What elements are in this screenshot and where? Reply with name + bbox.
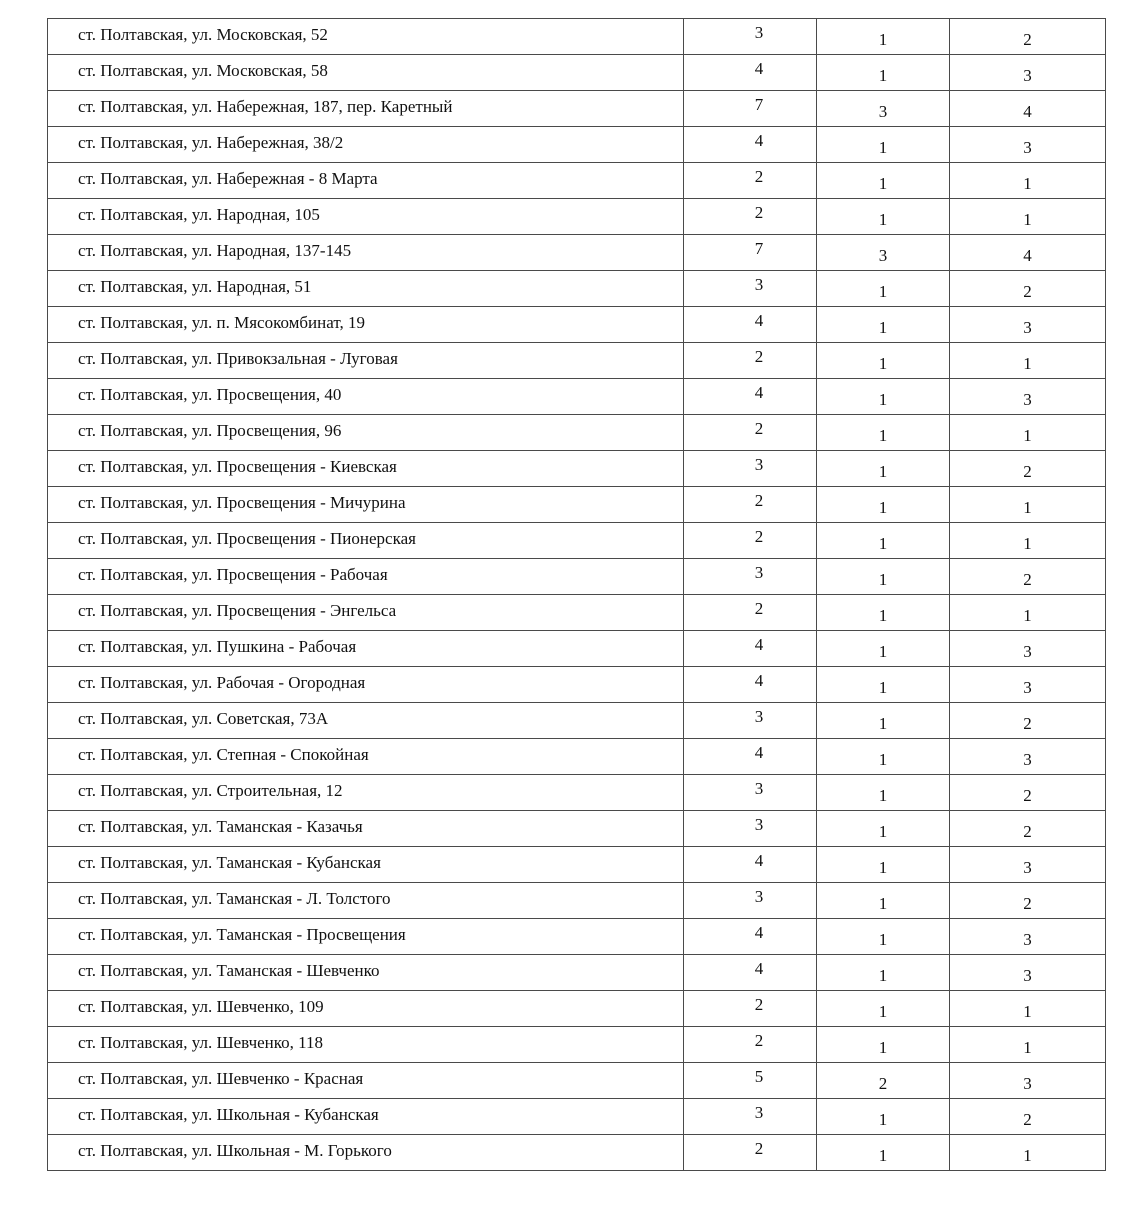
count-a-cell bbox=[817, 1027, 950, 1063]
count-b-cell bbox=[950, 271, 1106, 307]
table-row bbox=[48, 1063, 1106, 1099]
count-b-cell-text: 3 bbox=[1023, 678, 1032, 697]
total-count-cell bbox=[684, 271, 817, 307]
total-count-cell bbox=[684, 703, 817, 739]
count-b-cell bbox=[950, 847, 1106, 883]
count-a-cell bbox=[817, 1099, 950, 1135]
count-b-cell-text: 2 bbox=[1023, 1110, 1032, 1129]
count-b-cell-text: 1 bbox=[1023, 354, 1032, 373]
count-b-cell bbox=[950, 559, 1106, 595]
address-cell bbox=[48, 919, 684, 955]
table-row bbox=[48, 487, 1106, 523]
count-b-cell-text: 4 bbox=[1023, 246, 1032, 265]
count-b-cell bbox=[950, 739, 1106, 775]
total-count-cell-text: 3 bbox=[754, 275, 764, 294]
count-a-cell bbox=[817, 235, 950, 271]
total-count-cell-text: 3 bbox=[754, 887, 764, 906]
count-a-cell bbox=[817, 775, 950, 811]
address-cell bbox=[48, 379, 684, 415]
total-count-cell bbox=[684, 343, 817, 379]
total-count-cell bbox=[684, 91, 817, 127]
table-row bbox=[48, 991, 1106, 1027]
total-count-cell bbox=[684, 379, 817, 415]
count-a-cell bbox=[817, 559, 950, 595]
total-count-cell bbox=[684, 775, 817, 811]
table-body bbox=[48, 19, 1106, 1171]
address-cell bbox=[48, 415, 684, 451]
count-a-cell-text: 1 bbox=[878, 930, 888, 949]
count-a-cell-text: 1 bbox=[878, 1002, 888, 1021]
count-a-cell bbox=[817, 19, 950, 55]
address-cell-text: ст. Полтавская, ул. Набережная, 38/2 bbox=[78, 133, 344, 152]
table-row bbox=[48, 523, 1106, 559]
count-a-cell-text: 1 bbox=[878, 570, 888, 589]
total-count-cell bbox=[684, 1027, 817, 1063]
address-cell-text: ст. Полтавская, ул. Народная, 137-145 bbox=[78, 241, 352, 260]
count-a-cell bbox=[817, 163, 950, 199]
total-count-cell bbox=[684, 811, 817, 847]
address-cell-text: ст. Полтавская, ул. Таманская - Просвещения bbox=[78, 925, 406, 944]
total-count-cell-text: 3 bbox=[754, 1103, 764, 1122]
total-count-cell-text: 3 bbox=[754, 815, 764, 834]
address-cell-text: ст. Полтавская, ул. Привокзальная - Луговая bbox=[78, 349, 398, 368]
total-count-cell bbox=[684, 487, 817, 523]
total-count-cell-text: 3 bbox=[754, 779, 764, 798]
table-row bbox=[48, 55, 1106, 91]
total-count-cell bbox=[684, 883, 817, 919]
total-count-cell-text: 4 bbox=[754, 131, 764, 150]
address-cell-text: ст. Полтавская, ул. Таманская - Казачья bbox=[78, 817, 363, 836]
address-cell bbox=[48, 631, 684, 667]
total-count-cell bbox=[684, 55, 817, 91]
address-cell bbox=[48, 19, 684, 55]
count-b-cell bbox=[950, 487, 1106, 523]
count-b-cell bbox=[950, 379, 1106, 415]
address-cell bbox=[48, 559, 684, 595]
count-a-cell-text: 1 bbox=[878, 30, 888, 49]
count-a-cell bbox=[817, 631, 950, 667]
address-cell-text: ст. Полтавская, ул. Московская, 58 bbox=[78, 61, 328, 80]
total-count-cell-text: 2 bbox=[754, 347, 764, 366]
total-count-cell-text: 4 bbox=[754, 671, 764, 690]
count-a-cell-text: 1 bbox=[878, 858, 888, 877]
count-b-cell-text: 3 bbox=[1023, 1074, 1032, 1093]
count-a-cell bbox=[817, 127, 950, 163]
count-b-cell-text: 1 bbox=[1023, 1038, 1032, 1057]
total-count-cell bbox=[684, 451, 817, 487]
address-cell-text: ст. Полтавская, ул. Таманская - Л. Толстого bbox=[78, 889, 391, 908]
address-cell bbox=[48, 307, 684, 343]
table-row bbox=[48, 199, 1106, 235]
total-count-cell-text: 2 bbox=[754, 527, 764, 546]
count-a-cell-text: 1 bbox=[878, 174, 888, 193]
count-b-cell bbox=[950, 55, 1106, 91]
table-row bbox=[48, 955, 1106, 991]
count-b-cell bbox=[950, 1027, 1106, 1063]
count-a-cell bbox=[817, 271, 950, 307]
total-count-cell-text: 4 bbox=[754, 743, 764, 762]
address-cell-text: ст. Полтавская, ул. Шевченко, 118 bbox=[78, 1033, 324, 1052]
table-row bbox=[48, 19, 1106, 55]
table-row bbox=[48, 91, 1106, 127]
address-cell bbox=[48, 91, 684, 127]
count-b-cell bbox=[950, 703, 1106, 739]
total-count-cell-text: 2 bbox=[754, 419, 764, 438]
address-cell-text: ст. Полтавская, ул. Шевченко, 109 bbox=[78, 997, 324, 1016]
count-b-cell bbox=[950, 1063, 1106, 1099]
address-cell-text: ст. Полтавская, ул. Степная - Спокойная bbox=[78, 745, 369, 764]
count-b-cell bbox=[950, 595, 1106, 631]
table-row bbox=[48, 847, 1106, 883]
table-row bbox=[48, 811, 1106, 847]
total-count-cell bbox=[684, 595, 817, 631]
total-count-cell-text: 2 bbox=[754, 167, 764, 186]
total-count-cell-text: 2 bbox=[754, 1139, 764, 1158]
address-cell-text: ст. Полтавская, ул. Школьная - М. Горького bbox=[78, 1141, 392, 1160]
count-b-cell-text: 3 bbox=[1023, 138, 1032, 157]
count-b-cell-text: 3 bbox=[1023, 858, 1032, 877]
total-count-cell-text: 4 bbox=[754, 923, 764, 942]
total-count-cell bbox=[684, 127, 817, 163]
address-cell-text: ст. Полтавская, ул. Просвещения, 40 bbox=[78, 385, 342, 404]
address-cell bbox=[48, 811, 684, 847]
address-cell bbox=[48, 775, 684, 811]
table-row bbox=[48, 667, 1106, 703]
table-row bbox=[48, 235, 1106, 271]
count-b-cell-text: 2 bbox=[1023, 786, 1032, 805]
total-count-cell bbox=[684, 523, 817, 559]
address-cell-text: ст. Полтавская, ул. Просвещения, 96 bbox=[78, 421, 342, 440]
count-a-cell-text: 1 bbox=[878, 642, 888, 661]
total-count-cell bbox=[684, 235, 817, 271]
count-a-cell bbox=[817, 667, 950, 703]
count-a-cell-text: 2 bbox=[878, 1074, 888, 1093]
total-count-cell-text: 3 bbox=[754, 455, 764, 474]
address-cell-text: ст. Полтавская, ул. Просвещения - Энгельса bbox=[78, 601, 397, 620]
address-cell bbox=[48, 703, 684, 739]
address-cell bbox=[48, 1135, 684, 1171]
address-cell bbox=[48, 1099, 684, 1135]
count-a-cell bbox=[817, 703, 950, 739]
count-a-cell bbox=[817, 487, 950, 523]
count-b-cell bbox=[950, 919, 1106, 955]
table-row bbox=[48, 919, 1106, 955]
total-count-cell-text: 2 bbox=[754, 599, 764, 618]
count-b-cell bbox=[950, 1099, 1106, 1135]
count-b-cell bbox=[950, 415, 1106, 451]
count-b-cell bbox=[950, 775, 1106, 811]
total-count-cell-text: 4 bbox=[754, 383, 764, 402]
count-b-cell bbox=[950, 523, 1106, 559]
total-count-cell bbox=[684, 163, 817, 199]
count-a-cell bbox=[817, 307, 950, 343]
count-b-cell bbox=[950, 667, 1106, 703]
count-a-cell bbox=[817, 199, 950, 235]
total-count-cell-text: 2 bbox=[754, 203, 764, 222]
address-cell bbox=[48, 343, 684, 379]
table-row bbox=[48, 379, 1106, 415]
table-row bbox=[48, 703, 1106, 739]
total-count-cell bbox=[684, 415, 817, 451]
table-row bbox=[48, 739, 1106, 775]
count-b-cell-text: 1 bbox=[1023, 498, 1032, 517]
total-count-cell-text: 3 bbox=[754, 707, 764, 726]
table-row bbox=[48, 1099, 1106, 1135]
table-row bbox=[48, 451, 1106, 487]
count-b-cell bbox=[950, 343, 1106, 379]
count-a-cell-text: 1 bbox=[878, 606, 888, 625]
address-cell bbox=[48, 235, 684, 271]
count-b-cell-text: 3 bbox=[1023, 390, 1032, 409]
address-cell bbox=[48, 1063, 684, 1099]
table-row bbox=[48, 271, 1106, 307]
count-b-cell bbox=[950, 307, 1106, 343]
address-cell bbox=[48, 523, 684, 559]
count-a-cell bbox=[817, 919, 950, 955]
total-count-cell bbox=[684, 955, 817, 991]
count-b-cell bbox=[950, 955, 1106, 991]
address-cell bbox=[48, 955, 684, 991]
address-cell-text: ст. Полтавская, ул. Народная, 51 bbox=[78, 277, 312, 296]
count-b-cell-text: 2 bbox=[1023, 714, 1032, 733]
address-cell-text: ст. Полтавская, ул. Строительная, 12 bbox=[78, 781, 343, 800]
count-b-cell-text: 2 bbox=[1023, 894, 1032, 913]
address-cell-text: ст. Полтавская, ул. п. Мясокомбинат, 19 bbox=[78, 313, 365, 332]
address-cell bbox=[48, 1027, 684, 1063]
total-count-cell bbox=[684, 631, 817, 667]
count-b-cell-text: 1 bbox=[1023, 534, 1032, 553]
count-a-cell bbox=[817, 1135, 950, 1171]
count-b-cell-text: 3 bbox=[1023, 318, 1032, 337]
total-count-cell-text: 4 bbox=[754, 851, 764, 870]
address-cell-text: ст. Полтавская, ул. Народная, 105 bbox=[78, 205, 320, 224]
total-count-cell bbox=[684, 19, 817, 55]
count-a-cell-text: 1 bbox=[878, 966, 888, 985]
address-cell-text: ст. Полтавская, ул. Шевченко - Красная bbox=[78, 1069, 364, 1088]
count-a-cell-text: 1 bbox=[878, 714, 888, 733]
count-b-cell bbox=[950, 811, 1106, 847]
address-cell bbox=[48, 883, 684, 919]
total-count-cell-text: 3 bbox=[754, 563, 764, 582]
address-cell-text: ст. Полтавская, ул. Советская, 73А bbox=[78, 709, 329, 728]
address-cell-text: ст. Полтавская, ул. Просвещения - Киевская bbox=[78, 457, 397, 476]
count-b-cell bbox=[950, 127, 1106, 163]
count-b-cell-text: 2 bbox=[1023, 822, 1032, 841]
count-a-cell bbox=[817, 883, 950, 919]
table-row bbox=[48, 883, 1106, 919]
count-b-cell bbox=[950, 1135, 1106, 1171]
total-count-cell bbox=[684, 991, 817, 1027]
address-cell-text: ст. Полтавская, ул. Таманская - Кубанская bbox=[78, 853, 381, 872]
count-a-cell-text: 1 bbox=[878, 786, 888, 805]
table-row bbox=[48, 127, 1106, 163]
count-a-cell bbox=[817, 451, 950, 487]
count-b-cell-text: 2 bbox=[1023, 282, 1032, 301]
count-b-cell-text: 2 bbox=[1023, 30, 1032, 49]
count-a-cell-text: 1 bbox=[878, 1146, 888, 1165]
total-count-cell bbox=[684, 307, 817, 343]
count-b-cell bbox=[950, 235, 1106, 271]
count-a-cell bbox=[817, 1063, 950, 1099]
count-a-cell-text: 1 bbox=[878, 318, 888, 337]
count-a-cell bbox=[817, 91, 950, 127]
count-b-cell-text: 1 bbox=[1023, 210, 1032, 229]
address-cell-text: ст. Полтавская, ул. Набережная - 8 Марта bbox=[78, 169, 378, 188]
count-b-cell bbox=[950, 163, 1106, 199]
total-count-cell-text: 5 bbox=[754, 1067, 764, 1086]
total-count-cell bbox=[684, 919, 817, 955]
table-row bbox=[48, 307, 1106, 343]
table-row bbox=[48, 1135, 1106, 1171]
address-cell bbox=[48, 199, 684, 235]
count-a-cell bbox=[817, 523, 950, 559]
count-b-cell-text: 3 bbox=[1023, 750, 1032, 769]
address-cell bbox=[48, 487, 684, 523]
address-cell bbox=[48, 595, 684, 631]
address-cell bbox=[48, 991, 684, 1027]
count-b-cell bbox=[950, 631, 1106, 667]
address-table bbox=[47, 18, 1106, 1171]
count-a-cell bbox=[817, 343, 950, 379]
total-count-cell-text: 2 bbox=[754, 491, 764, 510]
total-count-cell-text: 2 bbox=[754, 1031, 764, 1050]
table-row bbox=[48, 1027, 1106, 1063]
total-count-cell bbox=[684, 1063, 817, 1099]
address-cell-text: ст. Полтавская, ул. Рабочая - Огородная bbox=[78, 673, 366, 692]
count-a-cell-text: 3 bbox=[878, 246, 888, 265]
count-b-cell-text: 3 bbox=[1023, 642, 1032, 661]
count-b-cell bbox=[950, 91, 1106, 127]
total-count-cell bbox=[684, 667, 817, 703]
total-count-cell bbox=[684, 559, 817, 595]
count-b-cell-text: 3 bbox=[1023, 966, 1032, 985]
total-count-cell bbox=[684, 847, 817, 883]
address-cell bbox=[48, 667, 684, 703]
count-b-cell bbox=[950, 451, 1106, 487]
count-a-cell-text: 1 bbox=[878, 390, 888, 409]
count-b-cell-text: 2 bbox=[1023, 462, 1032, 481]
count-a-cell-text: 3 bbox=[878, 102, 888, 121]
count-a-cell-text: 1 bbox=[878, 534, 888, 553]
total-count-cell bbox=[684, 199, 817, 235]
count-a-cell bbox=[817, 991, 950, 1027]
count-a-cell bbox=[817, 379, 950, 415]
count-b-cell-text: 1 bbox=[1023, 1146, 1032, 1165]
table-row bbox=[48, 415, 1106, 451]
address-cell bbox=[48, 55, 684, 91]
total-count-cell-text: 7 bbox=[754, 239, 764, 258]
count-b-cell bbox=[950, 991, 1106, 1027]
count-a-cell-text: 1 bbox=[878, 66, 888, 85]
count-a-cell bbox=[817, 595, 950, 631]
count-a-cell bbox=[817, 55, 950, 91]
address-cell-text: ст. Полтавская, ул. Школьная - Кубанская bbox=[78, 1105, 379, 1124]
count-b-cell bbox=[950, 19, 1106, 55]
count-b-cell-text: 1 bbox=[1023, 1002, 1032, 1021]
address-cell bbox=[48, 451, 684, 487]
total-count-cell-text: 4 bbox=[754, 311, 764, 330]
count-a-cell bbox=[817, 739, 950, 775]
count-b-cell-text: 1 bbox=[1023, 606, 1032, 625]
count-a-cell bbox=[817, 811, 950, 847]
address-cell-text: ст. Полтавская, ул. Московская, 52 bbox=[78, 25, 328, 44]
total-count-cell bbox=[684, 1135, 817, 1171]
address-cell-text: ст. Полтавская, ул. Набережная, 187, пер. Каретный bbox=[78, 97, 453, 116]
address-cell bbox=[48, 271, 684, 307]
address-cell-text: ст. Полтавская, ул. Просвещения - Мичурина bbox=[78, 493, 406, 512]
table-row bbox=[48, 775, 1106, 811]
count-a-cell-text: 1 bbox=[878, 462, 888, 481]
count-a-cell-text: 1 bbox=[878, 354, 888, 373]
total-count-cell-text: 4 bbox=[754, 59, 764, 78]
total-count-cell-text: 7 bbox=[754, 95, 764, 114]
address-cell bbox=[48, 127, 684, 163]
count-a-cell bbox=[817, 415, 950, 451]
count-a-cell-text: 1 bbox=[878, 210, 888, 229]
total-count-cell bbox=[684, 739, 817, 775]
count-a-cell bbox=[817, 955, 950, 991]
table-row bbox=[48, 343, 1106, 379]
count-b-cell-text: 3 bbox=[1023, 66, 1032, 85]
count-b-cell bbox=[950, 883, 1106, 919]
count-a-cell-text: 1 bbox=[878, 138, 888, 157]
count-a-cell-text: 1 bbox=[878, 750, 888, 769]
total-count-cell-text: 4 bbox=[754, 959, 764, 978]
table-row bbox=[48, 631, 1106, 667]
address-cell-text: ст. Полтавская, ул. Просвещения - Рабочая bbox=[78, 565, 388, 584]
address-cell bbox=[48, 847, 684, 883]
count-b-cell-text: 1 bbox=[1023, 174, 1032, 193]
table-row bbox=[48, 163, 1106, 199]
count-a-cell-text: 1 bbox=[878, 1038, 888, 1057]
address-cell-text: ст. Полтавская, ул. Таманская - Шевченко bbox=[78, 961, 380, 980]
count-a-cell-text: 1 bbox=[878, 498, 888, 517]
count-a-cell-text: 1 bbox=[878, 894, 888, 913]
count-a-cell bbox=[817, 847, 950, 883]
count-a-cell-text: 1 bbox=[878, 822, 888, 841]
total-count-cell-text: 3 bbox=[754, 23, 764, 42]
count-a-cell-text: 1 bbox=[878, 678, 888, 697]
count-a-cell-text: 1 bbox=[878, 426, 888, 445]
count-b-cell-text: 1 bbox=[1023, 426, 1032, 445]
count-a-cell-text: 1 bbox=[878, 1110, 888, 1129]
address-cell-text: ст. Полтавская, ул. Пушкина - Рабочая bbox=[78, 637, 357, 656]
table-row bbox=[48, 595, 1106, 631]
total-count-cell bbox=[684, 1099, 817, 1135]
count-a-cell-text: 1 bbox=[878, 282, 888, 301]
count-b-cell-text: 3 bbox=[1023, 930, 1032, 949]
address-cell bbox=[48, 163, 684, 199]
table-row bbox=[48, 559, 1106, 595]
total-count-cell-text: 4 bbox=[754, 635, 764, 654]
total-count-cell-text: 2 bbox=[754, 995, 764, 1014]
count-b-cell-text: 4 bbox=[1023, 102, 1032, 121]
address-cell bbox=[48, 739, 684, 775]
address-cell-text: ст. Полтавская, ул. Просвещения - Пионерская bbox=[78, 529, 416, 548]
count-b-cell bbox=[950, 199, 1106, 235]
count-b-cell-text: 2 bbox=[1023, 570, 1032, 589]
